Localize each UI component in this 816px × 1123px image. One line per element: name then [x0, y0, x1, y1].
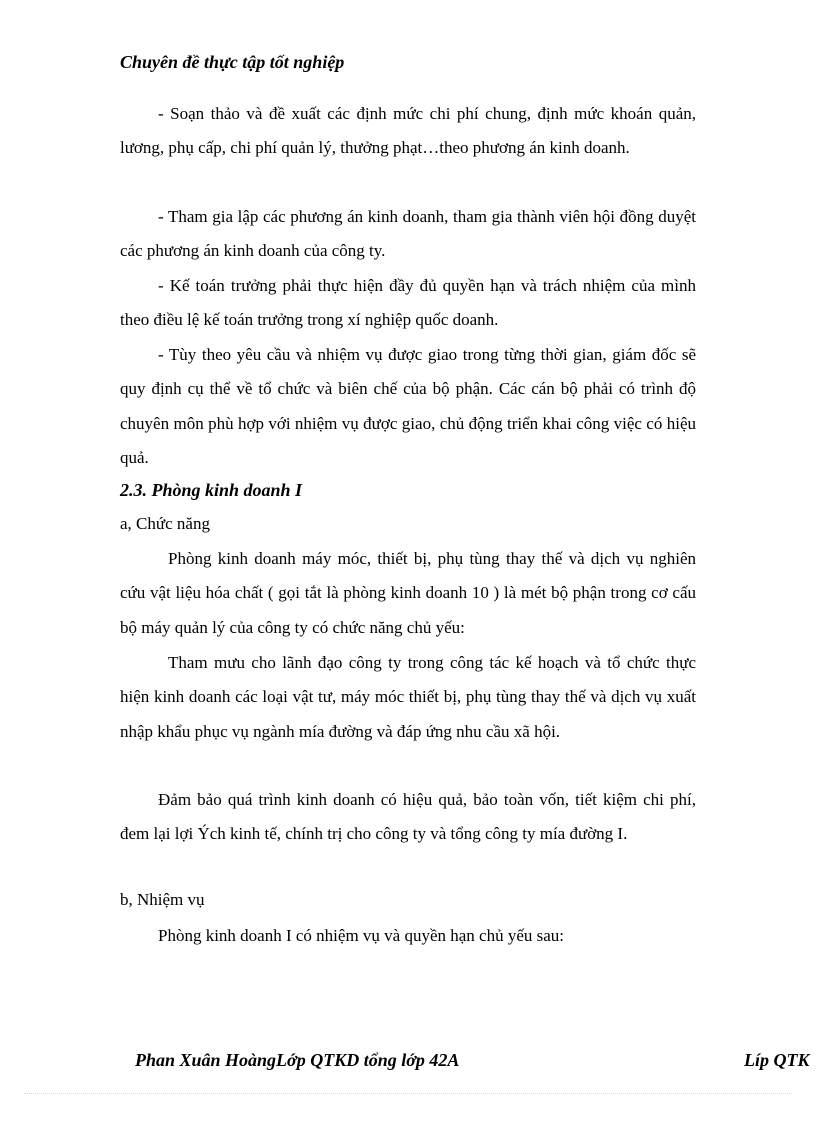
footer-class: Líp QTK	[744, 1050, 810, 1070]
paragraph-cost-norms: - Soạn thảo và đề xuất các định mức chi phí chung, định mức khoán quản, lương, phụ cấp, chi phí quản lý, thưởng phạt…theo phương án kinh doanh.	[120, 104, 696, 158]
subheading-duties: b, Nhiệm vụ	[120, 890, 205, 909]
page-bottom-divider	[24, 1093, 792, 1094]
paragraph-efficiency: Đảm bảo quá trình kinh doanh có hiệu quả, bảo toàn vốn, tiết kiệm chi phí, đem lại lợi Ých kinh tế, chính trị cho công ty và tổng công ty mía đường I.	[120, 790, 696, 844]
section-title-business-dept: 2.3. Phòng kinh doanh I	[120, 480, 303, 500]
document-header-title: Chuyên đề thực tập tốt nghiệp	[120, 52, 345, 72]
paragraph-chief-accountant: - Kế toán trưởng phải thực hiện đầy đủ quyền hạn và trách nhiệm của mình theo điều lệ kế toán trưởng trong xí nghiệp quốc doanh.	[120, 276, 696, 330]
paragraph-staffing: - Tùy theo yêu cầu và nhiệm vụ được giao trong từng thời gian, giám đốc sẽ quy định cụ thể về tổ chức và biên chế của bộ phận. Các cán bộ phải có trình độ chuyên môn phù hợp với nhiệm vụ được giao, chủ động triển khai công việc có hiệu quả.	[120, 345, 696, 467]
paragraph-duties-intro: Phòng kinh doanh I có nhiệm vụ và quyền hạn chủ yếu sau:	[158, 926, 565, 945]
paragraph-advisory-role: Tham mưu cho lãnh đạo công ty trong công tác kế hoạch và tổ chức thực hiện kinh doanh các loại vật tư, máy móc thiết bị, phụ tùng thay thế và dịch vụ xuất nhập khẩu phục vụ ngành mía đường và đáp ứng nhu cầu xã hội.	[120, 653, 696, 741]
paragraph-business-plans: - Tham gia lập các phương án kinh doanh, tham gia thành viên hội đồng duyệt các phương án kinh doanh của công ty.	[120, 207, 696, 261]
footer-author: Phan Xuân HoàngLớp QTKD tổng lớp 42A	[135, 1050, 460, 1070]
subheading-functions: a, Chức năng	[120, 514, 210, 533]
paragraph-department-description: Phòng kinh doanh máy móc, thiết bị, phụ tùng thay thế và dịch vụ nghiên cứu vật liệu hóa chất ( gọi tắt là phòng kinh doanh 10 ) là mét bộ phận trong cơ cấu bộ máy quản lý của công ty có chức năng chủ yếu:	[120, 549, 696, 637]
